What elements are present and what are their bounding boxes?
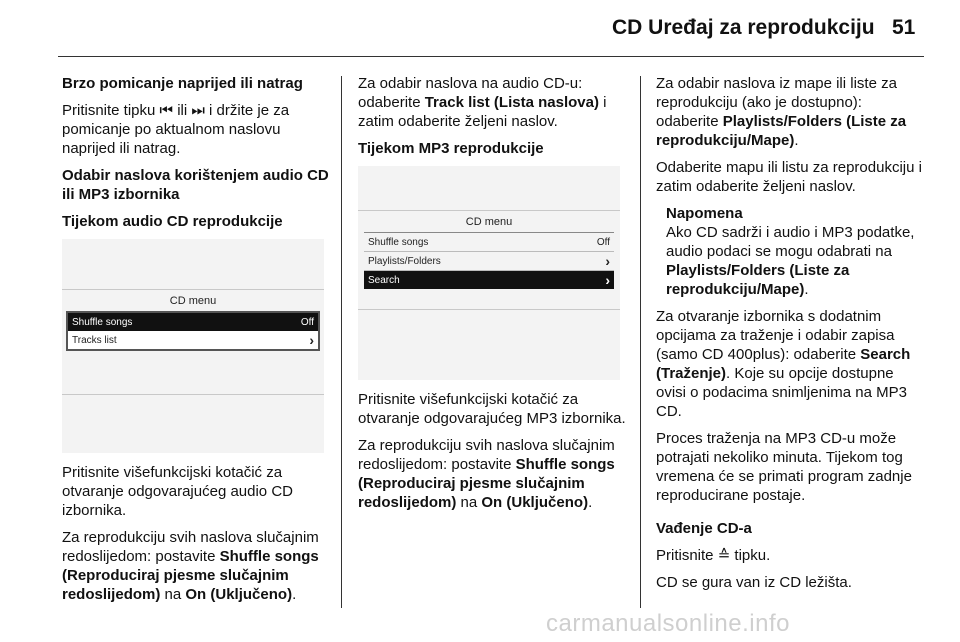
eject-icon: ≙ [717,547,731,564]
menu-row-label: Playlists/Folders [368,255,441,267]
paragraph: Za otvaranje izbornika s dodatnim opcijama za traženje i odabir zapisa (samo CD 400plus): odaberite Search (Traženje). Koje su opcije dostupne ovisi o podacima snimljenima na MP3 CD. [656,308,911,420]
note-heading: Napomena [666,205,743,222]
menu-row-label: Search [368,274,400,286]
column-1 [62,74,330,612]
menu-row-shuffle-songs [68,313,318,331]
subheading: Tijekom MP3 reprodukcije [358,140,544,157]
note-text: Ako CD sadrži i audio i MP3 podatke, audio podaci se mogu odabrati na Playlists/Folders (Liste za reprodukciju/Mape). [666,224,915,298]
column-divider-2 [640,76,641,608]
paragraph: Pritisnite višefunkcijski kotačić za otvaranje odgovarajućeg MP3 izbornika. [358,391,626,427]
paragraph: Pritisnite ≙ tipku. [656,547,771,564]
menu-row-label: Shuffle songs [368,236,429,248]
section-heading: Vađenje CD-a [656,520,752,537]
menu-row-playlists-folders [364,252,614,271]
paragraph: Odaberite mapu ili listu za reprodukciju i zatim odaberite željeni naslov. [656,159,922,195]
page-header-title: CD Uređaj za reprodukciju [612,16,875,39]
section-heading: Brzo pomicanje naprijed ili natrag [62,75,303,92]
note-box [656,204,922,299]
cd-menu-screenshot [62,239,324,453]
chevron-right-icon: › [605,272,610,288]
paragraph: Pritisnite tipku ⏮ ili ⏭ i držite je za pomicanje po aktualnom naslovu naprijed ili natrag. [62,102,290,157]
chevron-right-icon: › [605,253,610,269]
mp3-menu-display [364,216,614,289]
menu-row-search [364,271,614,289]
section-heading: Odabir naslova korištenjem audio CD ili MP3 izbornika [62,167,329,203]
header-rule [58,56,924,57]
menu-title: CD menu [465,216,513,228]
menu-list [66,311,320,351]
menu-row-tracks-list [68,331,318,349]
paragraph: CD se gura van iz CD ležišta. [656,574,852,591]
paragraph: Proces traženja na MP3 CD-u može potrajati nekoliko minuta. Tijekom tog vremena će se primati program zadnje reproducirane postaje. [656,430,912,504]
menu-list [364,232,614,289]
menu-row-label: Tracks list [72,334,117,346]
column-2 [358,74,628,520]
paragraph: Za reprodukciju svih naslova slučajnim redoslijedom: postavite Shuffle songs (Reproduciraj pjesme slučajnim redoslijedom) na On (Uključeno). [358,437,615,511]
page-number: 51 [892,16,916,39]
menu-row-value: Off [596,236,610,248]
paragraph: Za odabir naslova na audio CD-u: odaberite Track list (Lista naslova) i zatim odaberite željeni naslov. [358,75,607,130]
cd-menu-display [66,295,320,351]
mp3-menu-screenshot [358,166,620,380]
menu-row-shuffle-songs [364,233,614,252]
watermark: carmanualsonline.info [546,610,790,637]
column-divider-1 [341,76,342,608]
subheading: Tijekom audio CD reprodukcije [62,213,283,230]
menu-row-value: Off [300,316,314,328]
paragraph: Za reprodukciju svih naslova slučajnim redoslijedom: postavite Shuffle songs (Reproduciraj pjesme slučajnim redoslijedom) na On (Uključeno). [62,529,319,603]
paragraph: Za odabir naslova iz mape ili liste za reprodukciju (ako je dostupno): odaberite Playlists/Folders (Liste za reprodukciju/Mape). [656,75,907,149]
paragraph: Pritisnite višefunkcijski kotačić za otvaranje odgovarajućeg audio CD izbornika. [62,464,293,519]
column-3 [656,74,922,600]
menu-title: CD menu [169,295,217,307]
menu-row-label: Shuffle songs [72,316,133,328]
chevron-right-icon: › [309,332,314,348]
